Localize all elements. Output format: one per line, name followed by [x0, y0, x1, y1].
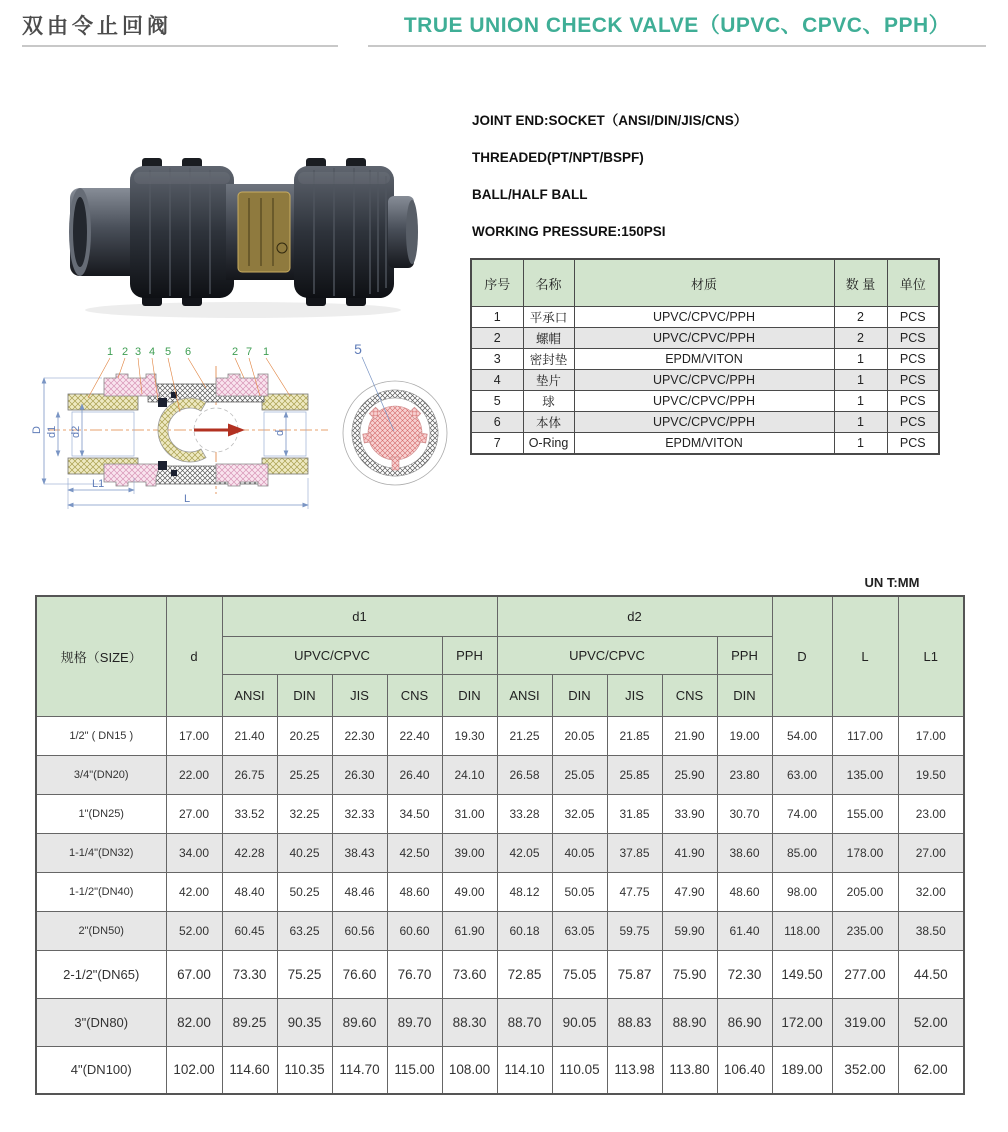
dim-size-cell: 2-1/2"(DN65): [36, 950, 166, 998]
dim-value-cell: 319.00: [832, 998, 898, 1046]
dim-value-cell: 88.90: [662, 998, 717, 1046]
dim-value-cell: 40.25: [277, 833, 332, 872]
dim-value-cell: 63.05: [552, 911, 607, 950]
parts-table-cell: EPDM/VITON: [574, 349, 834, 370]
dim-value-cell: 31.85: [607, 794, 662, 833]
dim-value-cell: 89.70: [387, 998, 442, 1046]
dim-value-cell: 63.25: [277, 911, 332, 950]
dim-value-cell: 61.40: [717, 911, 772, 950]
dim-value-cell: 52.00: [898, 998, 964, 1046]
parts-table-cell: UPVC/CPVC/PPH: [574, 412, 834, 433]
dim-table-row: [36, 998, 964, 1046]
dim-value-cell: 49.00: [442, 872, 497, 911]
dim-table-body: [36, 716, 964, 1094]
dim-value-cell: 102.00: [166, 1046, 222, 1094]
unit-note: UN T:MM: [864, 575, 920, 590]
dim-value-cell: 44.50: [898, 950, 964, 998]
dim-size-cell: 3"(DN80): [36, 998, 166, 1046]
dim-size-cell: 1/2" ( DN15 ): [36, 716, 166, 755]
dim-value-cell: 113.80: [662, 1046, 717, 1094]
dim-value-cell: 22.40: [387, 716, 442, 755]
dim-value-cell: 155.00: [832, 794, 898, 833]
dim-value-cell: 88.83: [607, 998, 662, 1046]
parts-table-cell: 4: [471, 370, 523, 391]
callout-1b: 1: [262, 346, 270, 358]
dim-value-cell: 41.90: [662, 833, 717, 872]
dim-value-cell: 24.10: [442, 755, 497, 794]
dim-table-row: [36, 716, 964, 755]
dim-size-cell: 4"(DN100): [36, 1046, 166, 1094]
dim-value-cell: 32.05: [552, 794, 607, 833]
dim-value-cell: 63.00: [772, 755, 832, 794]
dim-value-cell: 75.25: [277, 950, 332, 998]
dim-value-cell: 52.00: [166, 911, 222, 950]
dim-value-cell: 108.00: [442, 1046, 497, 1094]
dim-value-cell: 42.50: [387, 833, 442, 872]
dim-value-cell: 25.25: [277, 755, 332, 794]
dim-value-cell: 32.00: [898, 872, 964, 911]
dim-value-cell: 38.60: [717, 833, 772, 872]
dim-value-cell: 72.85: [497, 950, 552, 998]
callout-1: 1: [106, 346, 114, 358]
dim-value-cell: 114.70: [332, 1046, 387, 1094]
dim-value-cell: 115.00: [387, 1046, 442, 1094]
dim-value-cell: 48.12: [497, 872, 552, 911]
dim-value-cell: 20.05: [552, 716, 607, 755]
dim-size-cell: 2"(DN50): [36, 911, 166, 950]
parts-table-row: [471, 328, 939, 349]
dim-value-cell: 76.60: [332, 950, 387, 998]
dim-header-std: DIN: [277, 674, 332, 716]
product-photo: [58, 128, 418, 338]
parts-table-cell: UPVC/CPVC/PPH: [574, 370, 834, 391]
dim-value-cell: 26.75: [222, 755, 277, 794]
dim-value-cell: 75.05: [552, 950, 607, 998]
dim-value-cell: 75.90: [662, 950, 717, 998]
dim-value-cell: 72.30: [717, 950, 772, 998]
dim-table-row: [36, 833, 964, 872]
parts-table-cell: PCS: [887, 349, 939, 370]
parts-table-cell: 螺帽: [523, 328, 574, 349]
dim-value-cell: 27.00: [898, 833, 964, 872]
dim-value-cell: 89.25: [222, 998, 277, 1046]
callout-numbers: [107, 346, 269, 358]
parts-table-cell: PCS: [887, 412, 939, 433]
dim-value-cell: 25.05: [552, 755, 607, 794]
parts-table-cell: EPDM/VITON: [574, 433, 834, 455]
dim-value-cell: 110.05: [552, 1046, 607, 1094]
dim-value-cell: 47.90: [662, 872, 717, 911]
dim-value-cell: 21.85: [607, 716, 662, 755]
dim-value-cell: 172.00: [772, 998, 832, 1046]
dim-header-std: DIN: [552, 674, 607, 716]
dim-value-cell: 189.00: [772, 1046, 832, 1094]
cross-section-view: [31, 346, 328, 509]
dim-value-cell: 74.00: [772, 794, 832, 833]
left-nut-section: [104, 464, 160, 486]
dim-value-cell: 21.90: [662, 716, 717, 755]
dim-value-cell: 25.85: [607, 755, 662, 794]
dim-value-cell: 352.00: [832, 1046, 898, 1094]
dim-value-cell: 38.43: [332, 833, 387, 872]
callout-2: 2: [121, 346, 129, 358]
dim-value-cell: 48.60: [717, 872, 772, 911]
ball-tab: [363, 433, 372, 443]
dim-value-cell: 19.30: [442, 716, 497, 755]
dim-header-std: JIS: [607, 674, 662, 716]
parts-table-cell: 1: [834, 370, 887, 391]
dim-label-d: d: [274, 429, 286, 436]
dim-header-std: JIS: [332, 674, 387, 716]
dim-value-cell: 22.00: [166, 755, 222, 794]
dim-header-d: d: [166, 596, 222, 716]
dim-value-cell: 114.10: [497, 1046, 552, 1094]
dim-value-cell: 30.70: [717, 794, 772, 833]
parts-table-cell: 7: [471, 433, 523, 455]
ball-section-view: [343, 341, 447, 485]
dim-header-std: ANSI: [497, 674, 552, 716]
dim-value-cell: 235.00: [832, 911, 898, 950]
dim-value-cell: 59.90: [662, 911, 717, 950]
dim-value-cell: 67.00: [166, 950, 222, 998]
dim-value-cell: 98.00: [772, 872, 832, 911]
nut-highlight: [298, 172, 390, 184]
spec-line: WORKING PRESSURE:150PSI: [472, 224, 666, 239]
dim-value-cell: 19.00: [717, 716, 772, 755]
nut-highlight: [134, 172, 230, 184]
dim-value-cell: 42.05: [497, 833, 552, 872]
dim-header-tier1: [36, 596, 964, 636]
dim-value-cell: 90.35: [277, 998, 332, 1046]
dim-header-upvc-d2: UPVC/CPVC: [497, 636, 717, 674]
callout-6: 6: [184, 346, 192, 358]
dim-value-cell: 110.35: [277, 1046, 332, 1094]
dim-value-cell: 114.60: [222, 1046, 277, 1094]
right-socket-wall: [262, 394, 308, 410]
dim-value-cell: 277.00: [832, 950, 898, 998]
dim-value-cell: 85.00: [772, 833, 832, 872]
parts-table-cell: 2: [471, 328, 523, 349]
dim-value-cell: 60.18: [497, 911, 552, 950]
dim-value-cell: 40.05: [552, 833, 607, 872]
dim-value-cell: 86.90: [717, 998, 772, 1046]
dim-value-cell: 26.30: [332, 755, 387, 794]
left-nut-section: [104, 374, 160, 396]
dim-header-L: L: [832, 596, 898, 716]
dim-header-std: CNS: [387, 674, 442, 716]
dim-value-cell: 76.70: [387, 950, 442, 998]
dim-label-d1: d1: [46, 425, 58, 438]
dim-header-upvc-d1: UPVC/CPVC: [222, 636, 442, 674]
dim-header-L1: L1: [898, 596, 964, 716]
parts-table-cell: UPVC/CPVC/PPH: [574, 328, 834, 349]
parts-table-cell: 6: [471, 412, 523, 433]
dim-value-cell: 23.00: [898, 794, 964, 833]
parts-table-cell: 2: [834, 307, 887, 328]
parts-table-cell: 1: [471, 307, 523, 328]
parts-table-cell: 1: [834, 412, 887, 433]
dim-value-cell: 117.00: [832, 716, 898, 755]
dim-header-size: 规格（SIZE）: [36, 596, 166, 716]
dim-table-row: [36, 755, 964, 794]
dim-value-cell: 37.85: [607, 833, 662, 872]
spec-line: BALL/HALF BALL: [472, 187, 588, 202]
title-underline-left: [22, 45, 338, 47]
parts-table-cell: UPVC/CPVC/PPH: [574, 391, 834, 412]
dim-value-cell: 33.52: [222, 794, 277, 833]
dim-value-cell: 31.00: [442, 794, 497, 833]
dim-value-cell: 21.40: [222, 716, 277, 755]
dim-value-cell: 26.40: [387, 755, 442, 794]
dim-value-cell: 22.30: [332, 716, 387, 755]
dim-value-cell: 205.00: [832, 872, 898, 911]
dim-value-cell: 33.90: [662, 794, 717, 833]
dim-value-cell: 39.00: [442, 833, 497, 872]
dim-size-cell: 1-1/4"(DN32): [36, 833, 166, 872]
right-socket-face: [406, 200, 418, 264]
dim-value-cell: 118.00: [772, 911, 832, 950]
title-underline-right: [368, 45, 986, 47]
dim-value-cell: 135.00: [832, 755, 898, 794]
dim-size-cell: 3/4"(DN20): [36, 755, 166, 794]
parts-table-cell: 球: [523, 391, 574, 412]
dim-value-cell: 26.58: [497, 755, 552, 794]
dim-value-cell: 89.60: [332, 998, 387, 1046]
dim-value-cell: 149.50: [772, 950, 832, 998]
right-socket-wall: [262, 458, 308, 474]
dim-table-row: [36, 950, 964, 998]
parts-header-qty: 数 量: [834, 259, 887, 307]
dim-value-cell: 34.50: [387, 794, 442, 833]
parts-table-cell: PCS: [887, 328, 939, 349]
parts-table-row: [471, 391, 939, 412]
valve-label: [238, 192, 290, 272]
dim-header-d1-group: d1: [222, 596, 497, 636]
parts-table: [470, 258, 940, 455]
page-title-chinese: 双由令止回阀: [22, 15, 172, 38]
dim-value-cell: 34.00: [166, 833, 222, 872]
dim-label-D: D: [31, 426, 43, 434]
dim-header-d2-group: d2: [497, 596, 772, 636]
dim-header-std: ANSI: [222, 674, 277, 716]
parts-header-row: [471, 259, 939, 307]
dim-table-row: [36, 794, 964, 833]
dim-value-cell: 106.40: [717, 1046, 772, 1094]
left-socket-bore: [73, 197, 87, 267]
seal-detail: [158, 398, 167, 407]
dim-value-cell: 54.00: [772, 716, 832, 755]
parts-table-cell: PCS: [887, 433, 939, 455]
dim-header-std: CNS: [662, 674, 717, 716]
dim-value-cell: 50.05: [552, 872, 607, 911]
dim-value-cell: 50.25: [277, 872, 332, 911]
dim-value-cell: 73.30: [222, 950, 277, 998]
seal-detail: [158, 461, 167, 470]
spec-list: [472, 112, 747, 260]
parts-table-body: [471, 307, 939, 455]
dim-value-cell: 178.00: [832, 833, 898, 872]
dim-table-row: [36, 1046, 964, 1094]
parts-table-row: [471, 307, 939, 328]
dim-label-L: L: [184, 493, 191, 505]
parts-table-cell: 2: [834, 328, 887, 349]
parts-table-cell: 密封垫: [523, 349, 574, 370]
parts-table-row: [471, 370, 939, 391]
dim-value-cell: 62.00: [898, 1046, 964, 1094]
callout-7: 7: [245, 346, 253, 358]
dim-value-cell: 90.05: [552, 998, 607, 1046]
dim-value-cell: 60.60: [387, 911, 442, 950]
parts-table-cell: 1: [834, 391, 887, 412]
callout-2b: 2: [231, 346, 239, 358]
parts-table-row: [471, 349, 939, 370]
dim-value-cell: 82.00: [166, 998, 222, 1046]
parts-table-cell: PCS: [887, 370, 939, 391]
dim-value-cell: 33.28: [497, 794, 552, 833]
dim-value-cell: 60.56: [332, 911, 387, 950]
spec-line: JOINT END:SOCKET（ANSI/DIN/JIS/CNS）: [472, 113, 748, 128]
callout-3: 3: [134, 346, 142, 358]
dim-value-cell: 73.60: [442, 950, 497, 998]
dim-value-cell: 23.80: [717, 755, 772, 794]
dim-value-cell: 17.00: [898, 716, 964, 755]
parts-header-unit: 单位: [887, 259, 939, 307]
parts-table-cell: UPVC/CPVC/PPH: [574, 307, 834, 328]
dim-value-cell: 32.33: [332, 794, 387, 833]
dim-value-cell: 32.25: [277, 794, 332, 833]
right-nut-section: [216, 374, 268, 396]
ball-stem: [392, 457, 399, 470]
dim-header-pph-d1: PPH: [442, 636, 497, 674]
parts-table-cell: 本体: [523, 412, 574, 433]
parts-table-row: [471, 433, 939, 455]
dim-value-cell: 42.28: [222, 833, 277, 872]
dim-value-cell: 21.25: [497, 716, 552, 755]
parts-table-cell: PCS: [887, 391, 939, 412]
dim-value-cell: 19.50: [898, 755, 964, 794]
dim-header-pph-d2: PPH: [717, 636, 772, 674]
dim-value-cell: 47.75: [607, 872, 662, 911]
ball-tab: [418, 433, 427, 443]
dimension-table: [35, 595, 965, 1095]
dim-value-cell: 61.90: [442, 911, 497, 950]
dim-value-cell: 48.60: [387, 872, 442, 911]
dim-value-cell: 38.50: [898, 911, 964, 950]
parts-header-name: 名称: [523, 259, 574, 307]
dim-value-cell: 27.00: [166, 794, 222, 833]
valve-left-union-nut: [130, 166, 234, 298]
dim-table-row: [36, 911, 964, 950]
dim-header-std: DIN: [442, 674, 497, 716]
parts-table-cell: 1: [834, 433, 887, 455]
dim-value-cell: 20.25: [277, 716, 332, 755]
dim-label-L1: L1: [92, 478, 105, 490]
dim-label-d2: d2: [70, 425, 82, 438]
dim-table-row: [36, 872, 964, 911]
dim-header-std: DIN: [717, 674, 772, 716]
dim-size-cell: 1-1/2"(DN40): [36, 872, 166, 911]
parts-table-cell: 平承口: [523, 307, 574, 328]
dim-value-cell: 113.98: [607, 1046, 662, 1094]
spec-line: THREADED(PT/NPT/BSPF): [472, 150, 644, 165]
dim-value-cell: 60.45: [222, 911, 277, 950]
dim-size-cell: 1"(DN25): [36, 794, 166, 833]
dim-value-cell: 48.46: [332, 872, 387, 911]
parts-table-row: [471, 412, 939, 433]
dim-value-cell: 48.40: [222, 872, 277, 911]
dim-value-cell: 88.30: [442, 998, 497, 1046]
seal-detail: [171, 470, 177, 476]
dim-value-cell: 25.90: [662, 755, 717, 794]
page-title-english: TRUE UNION CHECK VALVE（UPVC、CPVC、PPH）: [403, 14, 951, 37]
technical-drawing: [30, 338, 460, 518]
parts-table-cell: 1: [834, 349, 887, 370]
parts-header-material: 材质: [574, 259, 834, 307]
callout-4: 4: [148, 346, 156, 358]
dim-header-D: D: [772, 596, 832, 716]
dim-value-cell: 17.00: [166, 716, 222, 755]
valve-right-union-nut: [294, 166, 394, 298]
parts-table-cell: PCS: [887, 307, 939, 328]
callout-5: 5: [164, 346, 172, 358]
section-callout-number: 5: [354, 341, 362, 357]
parts-table-cell: O-Ring: [523, 433, 574, 455]
dim-value-cell: 88.70: [497, 998, 552, 1046]
parts-table-cell: 垫片: [523, 370, 574, 391]
dim-value-cell: 42.00: [166, 872, 222, 911]
dim-value-cell: 75.87: [607, 950, 662, 998]
dim-value-cell: 59.75: [607, 911, 662, 950]
parts-table-cell: 3: [471, 349, 523, 370]
parts-table-cell: 5: [471, 391, 523, 412]
parts-header-no: 序号: [471, 259, 523, 307]
